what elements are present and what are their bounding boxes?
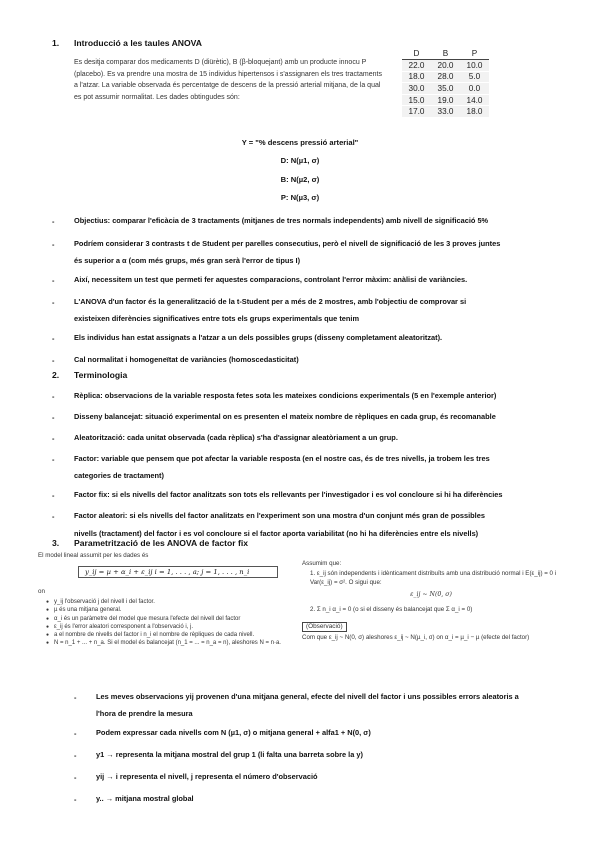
table-header: B (431, 48, 460, 60)
model-intro: El model lineal assumit per les dades és (38, 552, 149, 559)
bullet-dash: - (52, 413, 55, 422)
bullet-text: Així, necessitem un test que permeti fer aquestes comparacions, controlant l'error màxim: anàlisi de variàncies. (74, 275, 468, 284)
bullet-dash: - (52, 217, 55, 226)
assumption-1-formula: ε_ij ~ N(0, σ) (410, 591, 452, 599)
table-cell: 33.0 (431, 106, 460, 118)
assumptions-title: Assumim que: (302, 560, 342, 567)
bullet-text: nivells (tractament) del factor i es vol concloure si el factor aporta variabilitat (no hi ha diferències entre els nivells) (74, 529, 479, 538)
table-cell: 19.0 (431, 94, 460, 106)
list-item: ● N = n_1 + ... + n_a. Si el model és balancejat (n_1 = ... = n_a = n), aleshores N = n·a. (46, 639, 286, 647)
table-cell: 18.0 (460, 106, 489, 118)
bullet-dash: - (74, 773, 77, 782)
table-cell: 28.0 (431, 71, 460, 83)
observation-label: (Observació) (302, 622, 347, 632)
assumption-2: 2. Σ n_i α_i = 0 (o si el disseny és balancejat que Σ α_i = 0) (310, 605, 473, 613)
distribution-p: P: N(µ3, σ) (280, 193, 320, 202)
bullet-text: Rèplica: observacions de la variable resposta fetes sota les mateixes condicions experimentals (5 en l'exemple anterior) (74, 391, 497, 400)
list-item: ● ε_ij és l'error aleatori corresponent a l'observació i, j. (46, 623, 286, 631)
bullet-dash: - (52, 240, 55, 249)
bullet-dash: - (52, 392, 55, 401)
table-cell: 22.0 (402, 60, 431, 72)
bullet-dash: - (52, 512, 55, 521)
bullet-text: Factor: variable que pensem que pot afectar la variable resposta (en el nostre cas, és de tres nivells, ja trobem les tres (74, 454, 490, 463)
section-title: Parametrització de les ANOVA de factor fix (74, 538, 248, 548)
bullet-text: Cal normalitat i homogeneïtat de variàncies (homoscedasticitat) (74, 355, 299, 364)
section-2-heading (52, 370, 127, 380)
bullet-dash: - (52, 298, 55, 307)
bullet-text: Podem expressar cada nivells com N (µ1, σ) o mitjana general + alfa1 + N(0, σ) (96, 728, 371, 737)
table-header: P (460, 48, 489, 60)
table-row (402, 83, 489, 95)
bullet-text: Factor fix: si els nivells del factor analitzats son tots els rellevants per l'investigador i es vol concloure si hi ha diferències (74, 490, 503, 499)
bullet-dash: - (74, 693, 77, 702)
bullet-dash: - (52, 276, 55, 285)
table-cell: 35.0 (431, 83, 460, 95)
table-cell: 18.0 (402, 71, 431, 83)
section-title: Terminologia (74, 370, 128, 380)
bullet-text: l'hora de prendre la mesura (96, 709, 193, 718)
section-title: Introducció a les taules ANOVA (74, 38, 202, 48)
bullet-text: L'ANOVA d'un factor és la generalització de la t-Student per a més de 2 mostres, amb l'objectiu de comprovar si (74, 297, 467, 306)
bullet-text: categories de tractament) (74, 471, 164, 480)
bullet-text: Els individus han estat assignats a l'atzar a un dels possibles grups (disseny completament aleatoritzat). (74, 333, 443, 342)
table-row (402, 94, 489, 106)
table-cell: 30.0 (402, 83, 431, 95)
data-table (402, 48, 489, 118)
bullet-dash: - (52, 491, 55, 500)
table-header: D (402, 48, 431, 60)
bullet-text: yij → i representa el nivell, j representa el número d'observació (96, 772, 318, 781)
assumptions-block (302, 560, 560, 643)
table-cell: 14.0 (460, 94, 489, 106)
list-item: ● a el nombre de nivells del factor i n_i el nombre de rèpliques de cada nivell. (46, 631, 286, 639)
bullet-text: y1 → representa la mitjana mostral del grup 1 (li falta una barreta sobre la y) (96, 750, 363, 759)
bullet-dash: - (74, 751, 77, 760)
model-definitions (46, 598, 286, 648)
table-header-row (402, 48, 489, 60)
list-item: ● µ és una mitjana general. (46, 606, 286, 614)
table-cell: 20.0 (431, 60, 460, 72)
bullet-text: Les meves observacions yij provenen d'una mitjana general, efecte del nivell del factor i uns possibles errors aleatoris a (96, 692, 519, 701)
bullet-text: Objectius: comparar l'eficàcia de 3 tractaments (mitjanes de tres normals independents) amb nivell de significació 5% (74, 216, 489, 225)
list-item: ● y_ij l'observació j del nivell i del factor. (46, 598, 286, 606)
distribution-b: B: N(µ2, σ) (280, 175, 320, 184)
table-row (402, 106, 489, 118)
bullet-dash: - (52, 356, 55, 365)
bullet-text: Factor aleatori: si els nivells del factor analitzats en l'experiment son una mostra d'un conjunt més gran de possibles (74, 511, 485, 520)
bullet-text: existeixen diferències significatives entre tots els grups experimentals que tenim (74, 314, 360, 323)
section-number: 1. (52, 38, 60, 48)
bullet-text: és superior a α (com més grups, més gran serà l'error de tipus I) (74, 256, 301, 265)
table-cell: 15.0 (402, 94, 431, 106)
bullet-dash: - (74, 729, 77, 738)
bullet-dash: - (52, 434, 55, 443)
bullet-text: Aleatorització: cada unitat observada (cada rèplica) s'ha d'assignar aleatòriament a un grup. (74, 433, 398, 442)
model-on: on (38, 588, 45, 595)
bullet-text: Disseny balancejat: situació experimental on es presenten el mateix nombre de rèpliques en cada grup, és recomanable (74, 412, 496, 421)
intro-paragraph: Es desitja comparar dos medicaments D (diürètic), B (β-bloquejant) amb un producte innocu P (placebo). Es va prendre una mostra de 15 individus hipertensos i s'assignaren els tres tractaments a l'atzar. La variable observada és percentatge de descens de la pressió arterial mitjana, de la qual es pot assumir normalitat. Les dades obtingudes són: (74, 59, 382, 101)
table-cell: 5.0 (460, 71, 489, 83)
observation-text: Com que ε_ij ~ N(0, σ) aleshores ε_ij ~ N(µ_i, σ) on α_i = µ_i − µ (efecte del factor) (302, 634, 530, 642)
variable-definition: Y = "% descens pressió arterial" (241, 138, 359, 147)
table-row (402, 60, 489, 72)
bullet-text: y.. → mitjana mostral global (96, 794, 194, 803)
table-cell: 10.0 (460, 60, 489, 72)
bullet-text: Podríem considerar 3 contrasts t de Student per parelles consecutius, però el nivell de significació de les 3 proves juntes (74, 239, 501, 248)
assumption-1: 1. ε_ij són independents i idènticament distribuïts amb una distribució normal i E(ε_ij) = 0 i Var(ε_ij) = σ². O sigui que: (310, 570, 557, 586)
table-row (402, 71, 489, 83)
table-cell: 17.0 (402, 106, 431, 118)
distribution-d: D: N(µ1, σ) (280, 156, 320, 165)
section-number: 3. (52, 538, 60, 548)
section-1-heading (52, 38, 202, 48)
section-number: 2. (52, 370, 60, 380)
bullet-dash: - (52, 334, 55, 343)
bullet-dash: - (52, 455, 55, 464)
list-item: ● α_i és un paràmetre del model que mesura l'efecte del nivell del factor (46, 615, 286, 623)
table-cell: 0.0 (460, 83, 489, 95)
model-formula: y_ij = µ + α_i + ε_ij i = 1, . . . , a; j = 1, . . . , n_i (78, 566, 278, 578)
bullet-dash: - (74, 795, 77, 804)
section-3-heading (52, 538, 248, 548)
